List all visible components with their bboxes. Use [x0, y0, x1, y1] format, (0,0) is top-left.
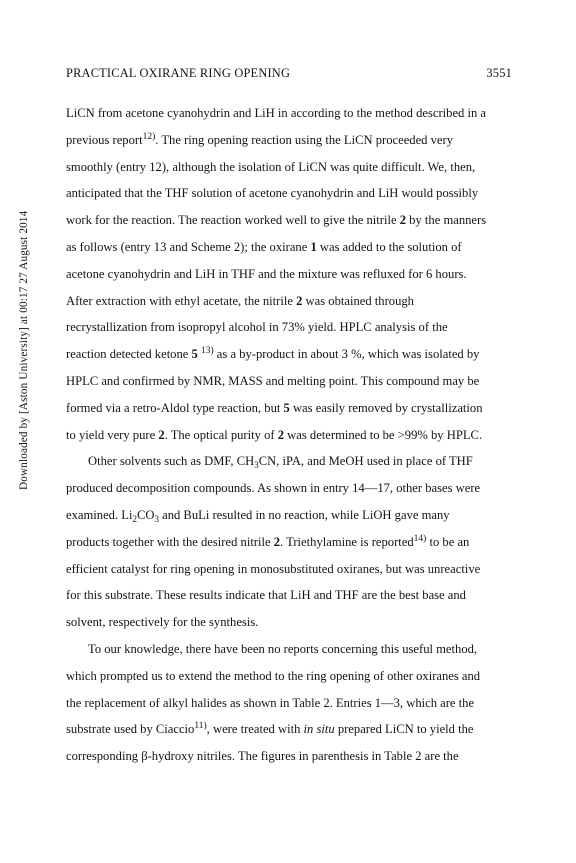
text-line: which prompted us to extend the method to the ring opening of other oxiranes and [66, 668, 481, 683]
paragraph [66, 100, 516, 448]
text-line: anticipated that the THF solution of acetone cyanohydrin and LiH would possibly [66, 186, 479, 201]
paragraph [66, 636, 516, 770]
text-line: for this substrate. These results indicate that LiH and THF are the best base and [66, 588, 466, 603]
text-line: acetone cyanohydrin and LiH in THF and the mixture was refluxed for 6 hours. [66, 266, 467, 281]
text-line: to yield very pure 2. The optical purity of 2 was determined to be >99% by HPLC. [66, 427, 483, 442]
text-line: LiCN from acetone cyanohydrin and LiH in according to the method described in a [66, 106, 487, 120]
paragraph [66, 448, 516, 636]
text-line: After extraction with ethyl acetate, the nitrile 2 was obtained through [66, 293, 414, 308]
text-line: substrate used by Ciaccio$^{11)}$, were treated with in situ prepared LiCN to yield the [66, 721, 474, 737]
text-line: corresponding β-hydroxy nitriles. The figures in parenthesis in Table 2 are the [66, 749, 459, 764]
download-watermark: Downloaded by [Aston University] at 00:17 27 August 2014 [18, 210, 30, 490]
text-line: the replacement of alkyl halides as shown in Table 2. Entries 1—3, which are the [66, 695, 475, 710]
text-line: work for the reaction. The reaction worked well to give the nitrile 2 by the manners [66, 213, 487, 228]
text-line: as follows (entry 13 and Scheme 2); the oxirane 1 was added to the solution of [66, 239, 462, 254]
text-line: previous report$^{12)}$. The ring opening reaction using the LiCN proceeded very [66, 131, 453, 147]
text-line: Other solvents such as DMF, $CH_3CN$, iPA, and MeOH used in place of THF [88, 454, 473, 471]
text-line: To our knowledge, there have been no reports concerning this useful method, [88, 641, 478, 656]
text-line: smoothly (entry 12), although the isolation of LiCN was quite difficult. We, then, [66, 159, 476, 174]
running-title: PRACTICAL OXIRANE RING OPENING [66, 66, 291, 80]
text-line: HPLC and confirmed by NMR, MASS and melting point. This compound may be [66, 373, 480, 388]
text-line: recrystallization from isopropyl alcohol in 73% yield. HPLC analysis of the [66, 320, 448, 335]
text-line: solvent, respectively for the synthesis. [66, 615, 259, 630]
text-line: products together with the desired nitrile 2. Triethylamine is reported$^{14)}$ to be an [66, 533, 470, 549]
text-line: produced decomposition compounds. As shown in entry 14—17, other bases were [66, 481, 481, 496]
text-line: examined. $Li_2CO_3$ and BuLi resulted in no reaction, while LiOH gave many [66, 507, 450, 524]
page-number: 3551 [486, 66, 512, 80]
text-line: efficient catalyst for ring opening in monosubstituted oxiranes, but was unreactive [66, 561, 481, 576]
text-line: reaction detected ketone 5 $^{13)}$ as a by-product in about 3 %, which was isolated by [66, 346, 480, 362]
text-line: formed via a retro-Aldol type reaction, but 5 was easily removed by crystallization [66, 400, 483, 415]
body-text [66, 100, 516, 770]
